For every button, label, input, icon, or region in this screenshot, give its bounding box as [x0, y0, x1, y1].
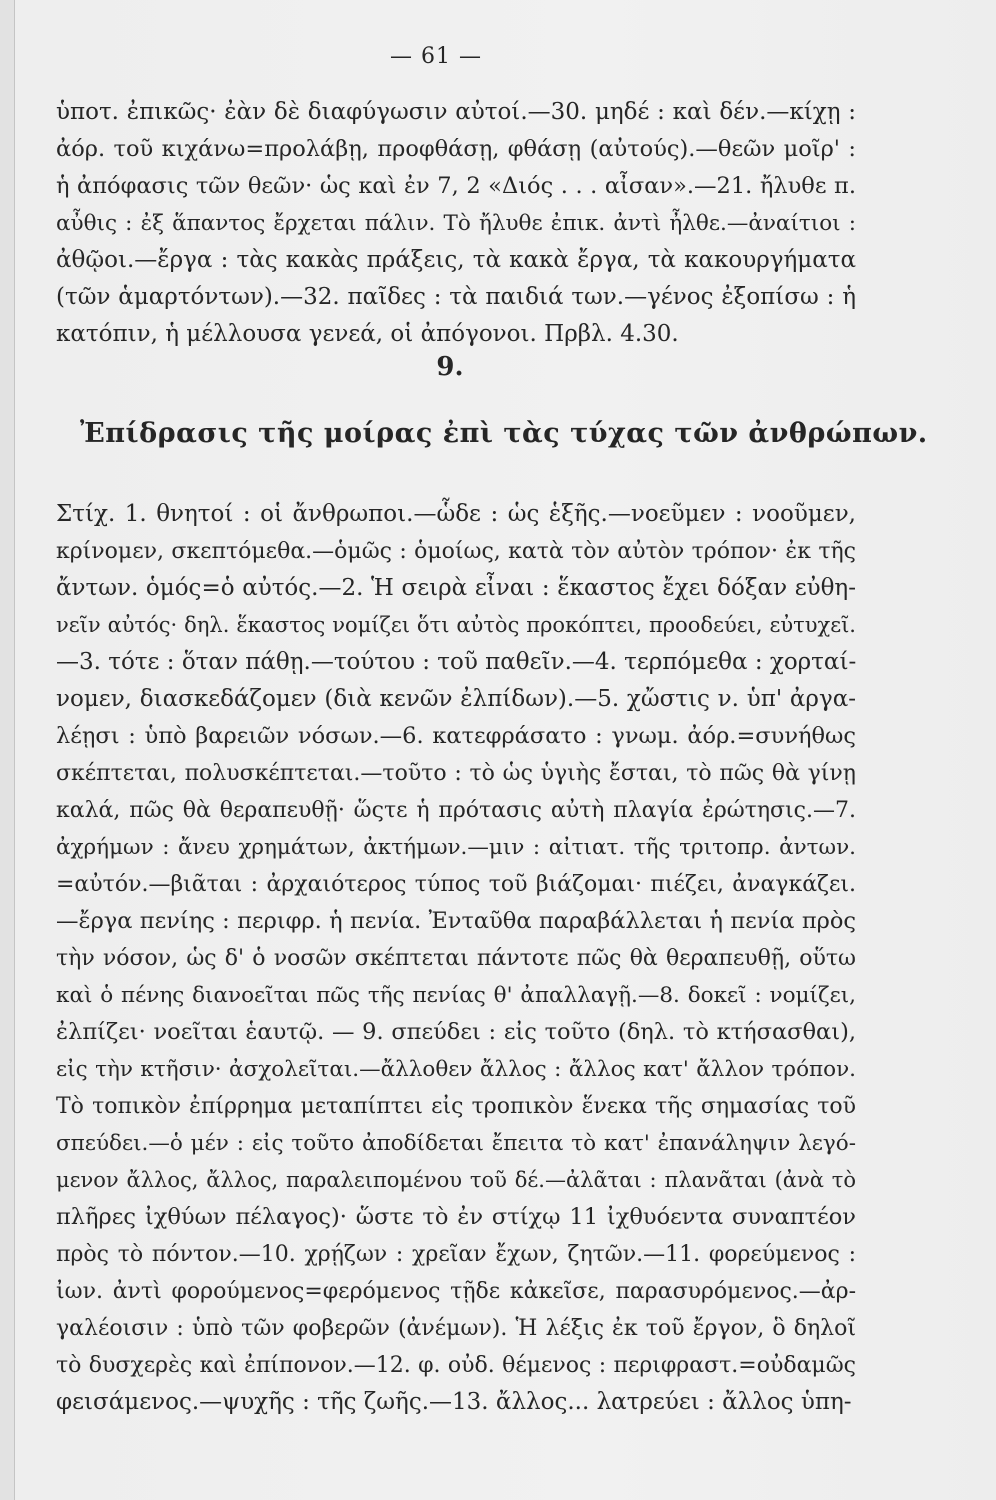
text-line: —ἔργα πενίης : περιφρ. ἡ πενία. Ἐνταῦθα παραβάλλεται ἡ πενία πρὸς [56, 908, 856, 934]
text-line: λέῃσι : ὑπὸ βαρειῶν νόσων.—6. κατεφράσατο : γνωμ. ἀόρ.=συνήθως [56, 723, 856, 749]
section-number: 9. [436, 352, 464, 382]
text-line: εἰς τὴν κτῆσιν· ἀσχολεῖται.—ἄλλοθεν ἄλλος : ἄλλος κατ' ἄλλον τρόπον. [56, 1057, 856, 1082]
text-line: =αὐτόν.—βιᾶται : ἀρχαιότερος τύπος τοῦ βιάζομαι· πιέζει, ἀναγκάζει. [56, 872, 856, 897]
section-title: Ἐπίδρασις τῆς μοίρας ἐπὶ τὰς τύχας τῶν ἀνθρώπων. [80, 418, 928, 449]
text-line: (τῶν ἁμαρτόντων).—32. παῖδες : τὰ παιδιά των.—γένος ἐξοπίσω : ἡ [56, 284, 856, 310]
text-line: πρὸς τὸ πόντον.—10. χρῄζων : χρεῖαν ἔχων, ζητῶν.—11. φορεύμενος : [56, 1242, 856, 1267]
text-line: ἀόρ. τοῦ κιχάνω=προλάβῃ, προφθάσῃ, φθάσῃ (αὐτούς).—θεῶν μοῖρ' : [56, 136, 856, 162]
text-line: ἐλπίζει· νοεῖται ἑαυτῷ. — 9. σπεύδει : εἰς τοῦτο (δηλ. τὸ κτήσασθαι), [56, 1019, 856, 1045]
text-line: καὶ ὁ πένης διανοεῖται πῶς τῆς πενίας θ' ἀπαλλαγῇ.—8. δοκεῖ : νομίζει, [56, 983, 856, 1008]
text-line: αὖθις : ἐξ ἅπαντος ἔρχεται πάλιν. Τὸ ἤλυθε ἐπικ. ἀντὶ ἦλθε.—ἀναίτιοι : [56, 211, 856, 236]
text-line: ἄντων. ὁμός=ὁ αὐτός.—2. Ἡ σειρὰ εἶναι : ἕκαστος ἔχει δόξαν εὐθη- [56, 575, 856, 601]
text-line: ἡ ἀπόφασις τῶν θεῶν· ὡς καὶ ἐν 7, 2 «Διός . . . αἶσαν».—21. ἤλυθε π. [56, 173, 856, 199]
text-line: τὸ δυσχερὲς καὶ ἐπίπονον.—12. φ. οὐδ. θέμενος : περιφραστ.=οὐδαμῶς [56, 1353, 856, 1378]
text-line: σπεύδει.—ὁ μέν : εἰς τοῦτο ἀποδίδεται ἔπειτα τὸ κατ' ἐπανάληψιν λεγό- [56, 1131, 856, 1156]
text-line: νομεν, διασκεδάζομεν (διὰ κενῶν ἐλπίδων).—5. χὤστις ν. ὑπ' ἀργα- [56, 686, 856, 712]
page-number: — 61 — [390, 44, 482, 69]
text-line: ἀθῷοι.—ἔργα : τὰς κακὰς πράξεις, τὰ κακὰ ἔργα, τὰ κακουργήματα [56, 247, 856, 273]
text-line: μενον ἄλλος, ἄλλος, παραλειπομένου τοῦ δέ.—ἀλᾶται : πλανᾶται (ἀνὰ τὸ [56, 1168, 856, 1192]
text-line: Στίχ. 1. θνητοί : οἱ ἄνθρωποι.—ὧδε : ὡς ἑξῆς.—νοεῦμεν : νοοῦμεν, [56, 501, 856, 527]
notes-top-block [56, 94, 856, 353]
text-line: ἰων. ἀντὶ φορούμενος=φερόμενος τῇδε κἀκεῖσε, παρασυρόμενος.—ἀρ- [56, 1279, 856, 1304]
text-line: τὴν νόσον, ὡς δ' ὁ νοσῶν σκέπτεται πάντοτε πῶς θὰ θεραπευθῇ, οὕτω [56, 946, 856, 971]
text-line: γαλέοισιν : ὑπὸ τῶν φοβερῶν (ἀνέμων). Ἡ λέξις ἐκ τοῦ ἔργον, ὃ δηλοῖ [56, 1316, 856, 1341]
text-line: —3. τότε : ὅταν πάθῃ.—τούτου : τοῦ παθεῖν.—4. τερπόμεθα : χορταί- [56, 649, 857, 675]
text-line: νεῖν αὐτός· δηλ. ἕκαστος νομίζει ὅτι αὐτὸς προκόπτει, προοδεύει, εὐτυχεῖ. [56, 613, 856, 637]
text-line: ὑποτ. ἐπικῶς· ἐὰν δὲ διαφύγωσιν αὐτοί.—30. μηδέ : καὶ δέν.—κίχῃ : [56, 99, 856, 125]
page-edge-margin [0, 0, 15, 1500]
text-line: φεισάμενος.—ψυχῆς : τῆς ζωῆς.—13. ἄλλος... λατρεύει : ἄλλος ὑπη- [56, 1389, 852, 1415]
notes-body-block [56, 496, 856, 1421]
text-line: σκέπτεται, πολυσκέπτεται.—τοῦτο : τὸ ὡς ὑγιὴς ἔσται, τὸ πῶς θὰ γίνῃ [56, 761, 856, 786]
text-line: ἀχρήμων : ἄνευ χρημάτων, ἀκτήμων.—μιν : αἰτιατ. τῆς τριτοπρ. ἀντων. [56, 835, 856, 860]
text-line: κρίνομεν, σκεπτόμεθα.—ὁμῶς : ὁμοίως, κατὰ τὸν αὐτὸν τρόπον· ἐκ τῆς [56, 539, 856, 564]
text-line: Τὸ τοπικὸν ἐπίρρημα μεταπίπτει εἰς τροπικὸν ἕνεκα τῆς σημασίας τοῦ [56, 1094, 856, 1119]
text-line: καλά, πῶς θὰ θεραπευθῇ· ὥςτε ἡ πρότασις αὐτὴ πλαγία ἐρώτησις.—7. [56, 798, 856, 823]
text-line: πλῆρες ἰχθύων πέλαγος)· ὥστε τὸ ἐν στίχῳ 11 ἰχθυόεντα συναπτέον [56, 1204, 856, 1230]
text-line: κατόπιν, ἡ μέλλουσα γενεά, οἱ ἀπόγονοι. Πρβλ. 4.30. [56, 321, 679, 347]
